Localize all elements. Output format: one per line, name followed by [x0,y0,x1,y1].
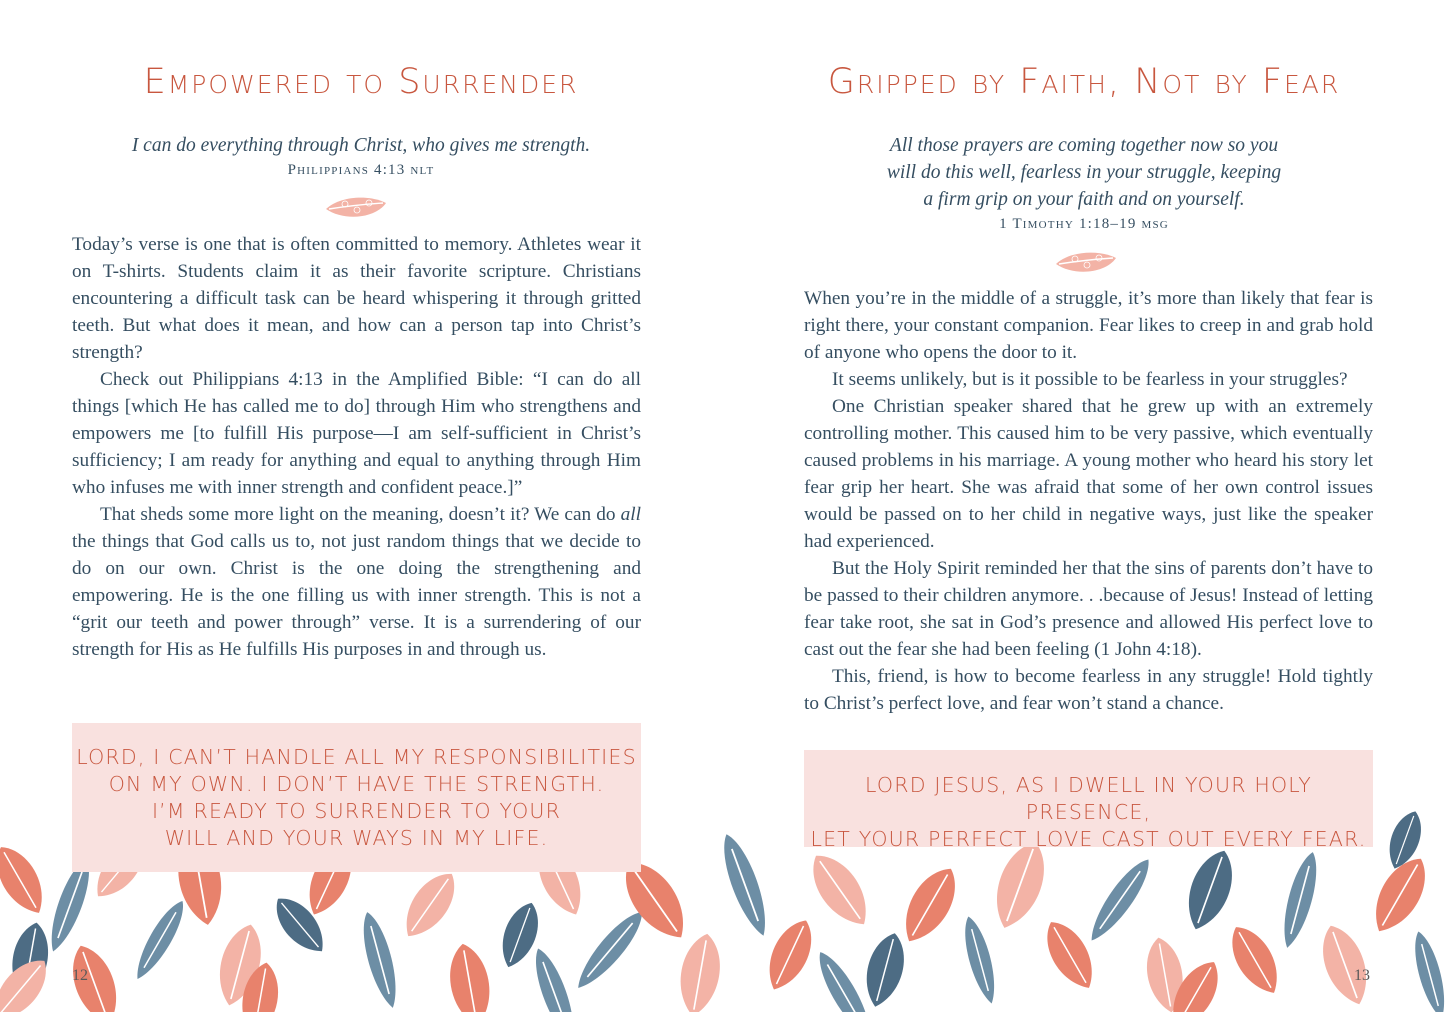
leaf-ornament-icon [1053,248,1119,276]
body-text [72,231,641,663]
paragraph: When you’re in the middle of a struggle, it’s more than likely that fear is right there, your constant companion. Fear likes to creep in and grab hold of anyone who opens the door to it. [804,288,1373,363]
page-title: Gripped by Faith, Not by Fear [827,62,1341,102]
paragraph [72,501,641,663]
paragraph: One Christian speaker shared that he grew up with an extremely controlling mother. This caused him to be very passive, which eventually caused problems in his marriage. A young mother who heard his story let fear grip her heart. She was afraid that some of her own control issues would be passed on to her child in negative ways, just like the speaker had experienced. [804,396,1373,552]
prayer-box [72,723,641,872]
paragraph: Today’s verse is one that is often committed to memory. Athletes wear it on T-shirts. Students claim it as their favorite scripture. Christians encountering a difficult task can be heard whispering it through gritted teeth. But what does it mean, and how can a person tap into Christ’s strength? [72,234,641,363]
paragraph: But the Holy Spirit reminded her that the sins of parents don’t have to be passed to their children anymore. . .because of Jesus! Instead of letting fear take root, she sat in God’s presence and allowed His perfect love to cast out the fear she had been feeling (1 John 4:18). [804,558,1373,660]
paragraph-text: the things that God calls us to, not just random things that we decide to do on our own. Christ is the one doing the strengthening and empowering. He is the one filling us with inner strength. This is not a “grit our teeth and power through” verse. It is a surrendering of our strength for His as He fulfills His purposes in and through us. [72,531,641,660]
verse-line: will do this well, fearless in your struggle, keeping [886,162,1282,183]
verse-line: All those prayers are coming together now so you [889,135,1279,156]
paragraph: It seems unlikely, but is it possible to be fearless in your struggles? [832,369,1348,390]
page-title: Empowered to Surrender [143,62,579,102]
prayer-line: WILL AND YOUR WAYS IN MY LIFE. [164,826,549,850]
scripture-verse: I can do everything through Christ, who gives me strength. [131,135,591,156]
right-page [723,0,1445,1012]
body-text [804,285,1373,717]
prayer-line: LET YOUR PERFECT LOVE CAST OUT EVERY FEAR. [810,827,1367,851]
scripture-reference: Philippians 4:13 nlt [287,162,435,178]
scripture-reference: 1 Timothy 1:18–19 msg [999,216,1169,232]
paragraph: This, friend, is how to become fearless in any struggle! Hold tightly to Christ’s perfect love, and fear won’t stand a chance. [804,666,1373,714]
scripture-verse [723,132,1445,213]
page-number: 12 [72,967,88,984]
left-page [0,0,722,1012]
paragraph: Check out Philippians 4:13 in the Amplified Bible: “I can do all things [which He has called me to do] through Him who strengthens and empowers me [to fulfill His purpose—I am self-sufficient in Christ’s sufficiency; I am ready for anything and equal to anything through Him who infuses me with inner strength and confident peace.]” [72,369,641,498]
prayer-line: ON MY OWN. I DON’T HAVE THE STRENGTH. [108,772,605,796]
leaf-ornament-icon [323,193,389,221]
prayer-line: I’M READY TO SURRENDER TO YOUR [151,799,562,823]
prayer-box [804,750,1373,851]
page-number: 13 [1354,967,1370,984]
paragraph-text: That sheds some more light on the meaning, doesn’t it? We can do [100,504,621,525]
prayer-line: LORD JESUS, AS I DWELL IN YOUR HOLY PRESENCE, [865,773,1312,824]
emphasis-text: all [620,504,641,525]
verse-line: a firm grip on your faith and on yourself. [923,189,1245,210]
prayer-line: LORD, I CAN’T HANDLE ALL MY RESPONSIBILITIES [76,745,637,769]
